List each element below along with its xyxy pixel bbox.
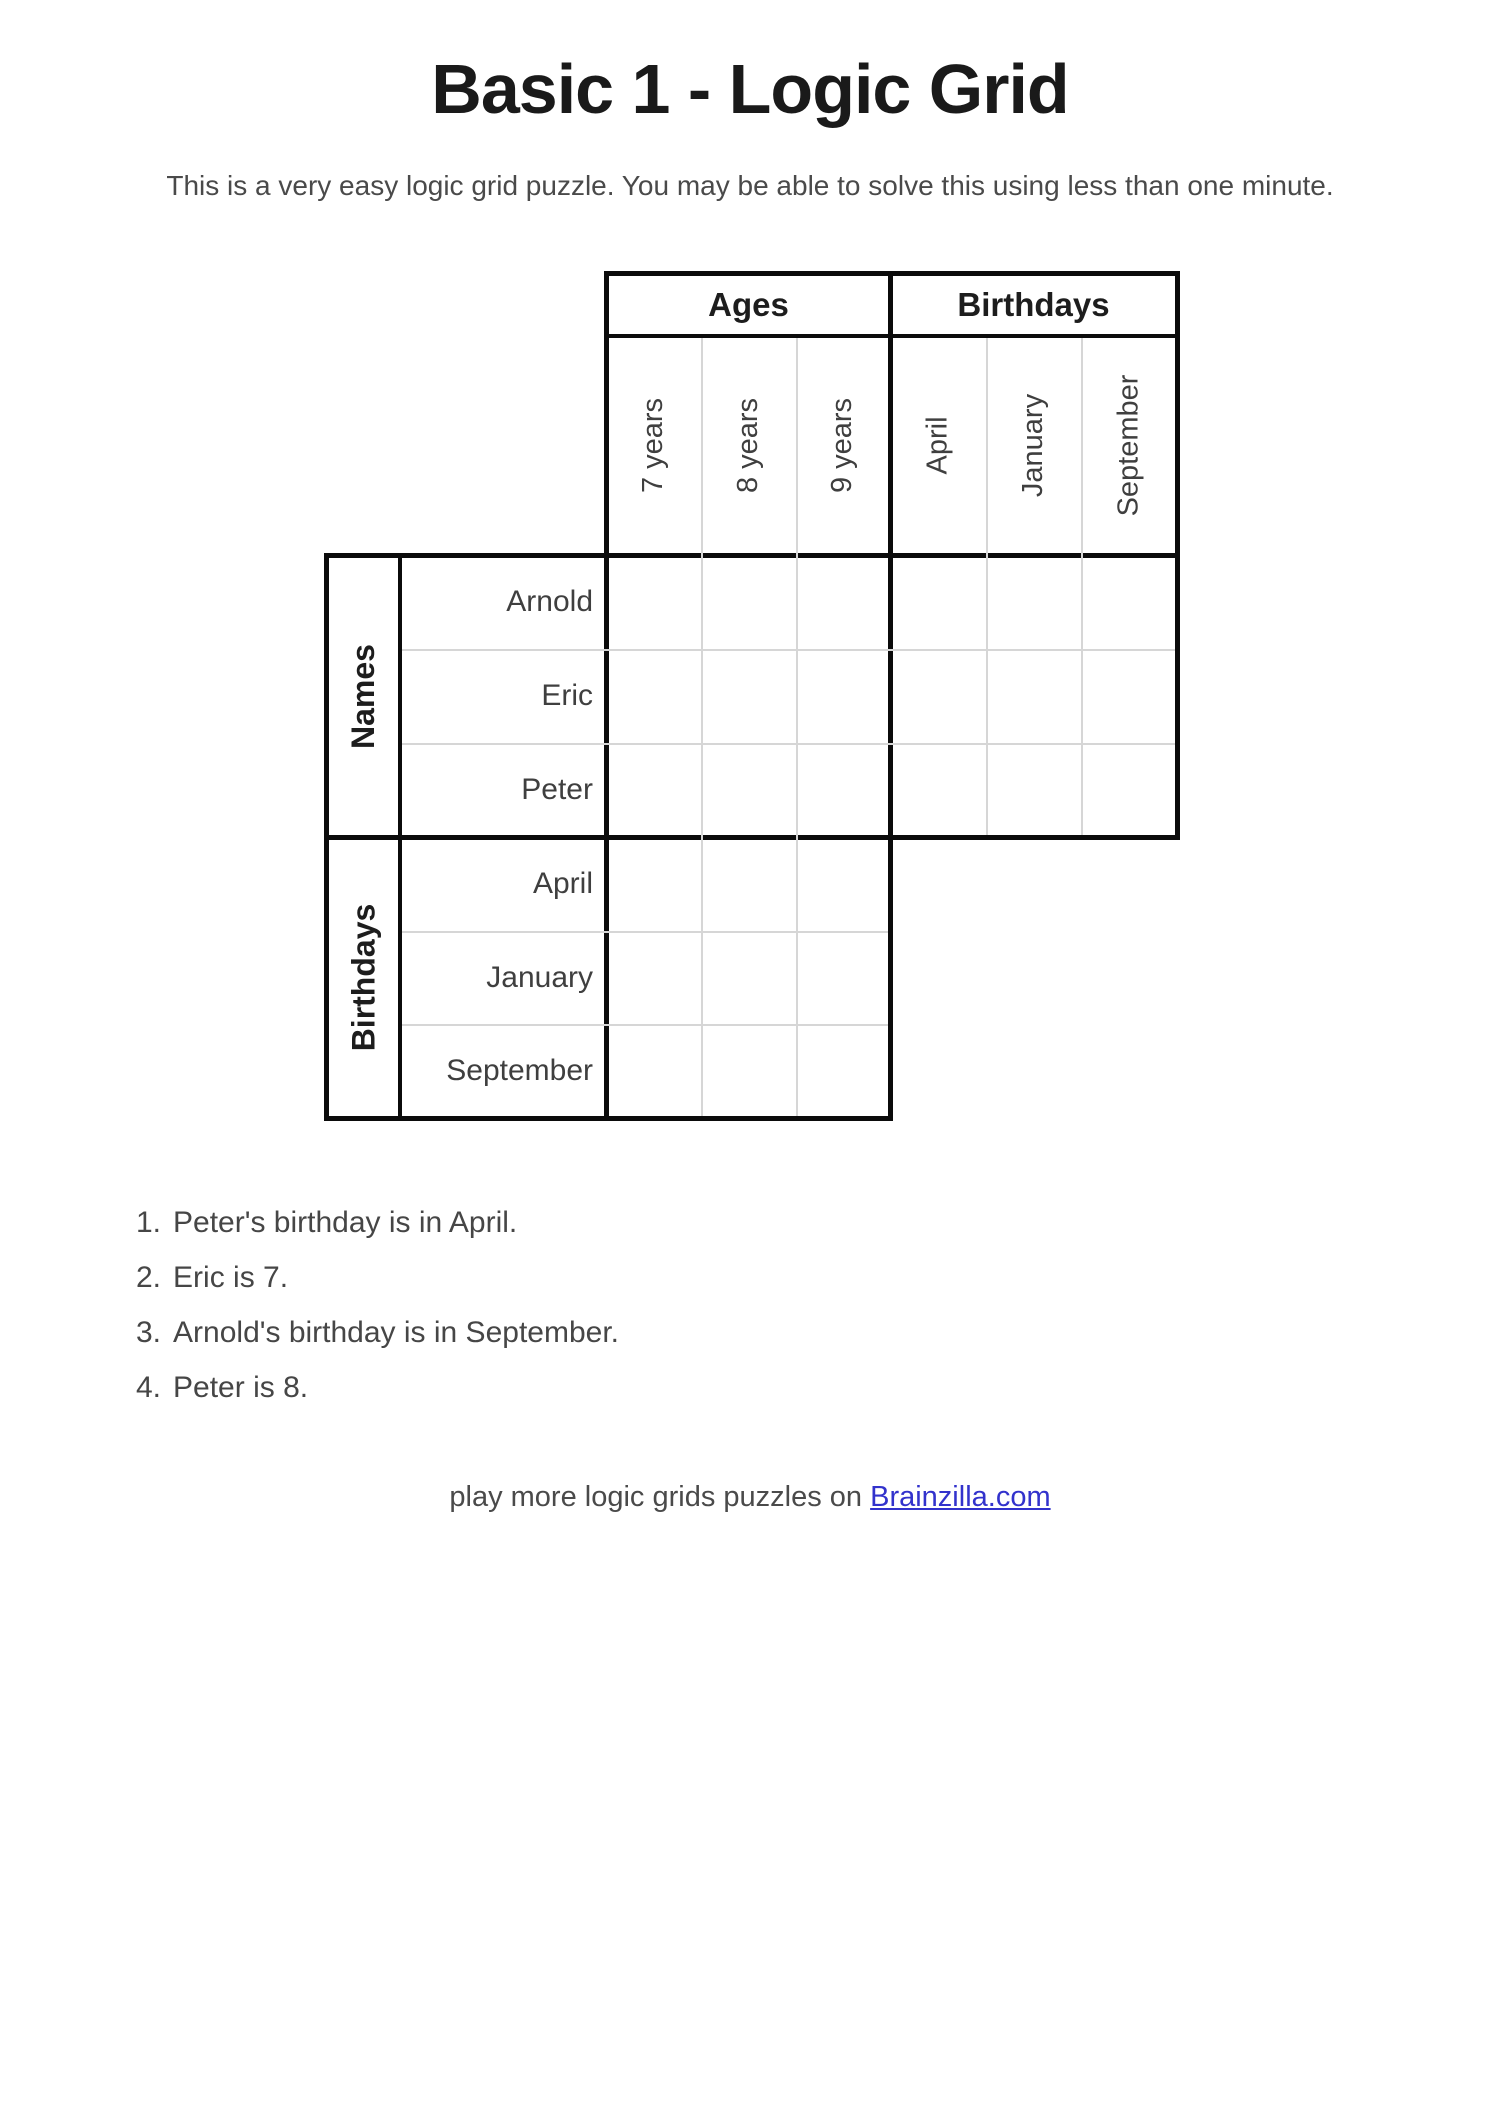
- row-label-april: April: [532, 867, 593, 900]
- footer-text: play more logic grids puzzles on: [449, 1481, 863, 1513]
- clue-2-number: 2.: [136, 1261, 162, 1294]
- clue-4-text: Peter is 8.: [173, 1371, 309, 1404]
- cell-names-birthdays-r1c1[interactable]: [986, 649, 1081, 743]
- cell-names-ages-r0c0[interactable]: [607, 555, 701, 649]
- row-label-september: September: [446, 1054, 593, 1087]
- clue-3-number: 3.: [136, 1316, 162, 1349]
- column-header-september: September: [1112, 374, 1145, 517]
- column-group-ages: Ages: [708, 286, 789, 323]
- cell-birthdays-ages-r1c2[interactable]: [796, 931, 890, 1024]
- row-label-january: January: [486, 960, 593, 994]
- cell-names-birthdays-r0c1[interactable]: [986, 555, 1081, 649]
- cell-names-birthdays-r0c0[interactable]: [890, 555, 986, 649]
- clue-3-text: Arnold's birthday is in September.: [173, 1316, 619, 1349]
- cell-names-birthdays-r2c1[interactable]: [986, 743, 1081, 837]
- cell-names-birthdays-r0c2[interactable]: [1081, 555, 1177, 649]
- cell-names-birthdays-r1c0[interactable]: [890, 649, 986, 743]
- cell-birthdays-ages-r2c0[interactable]: [607, 1024, 701, 1118]
- row-group-birthdays: Birthdays: [345, 903, 381, 1052]
- column-header-january: January: [1017, 393, 1050, 498]
- row-label-eric: Eric: [541, 679, 593, 712]
- row-group-names: Names: [345, 643, 382, 749]
- cell-names-ages-r2c1[interactable]: [701, 743, 796, 837]
- clue-1: [136, 1195, 619, 1250]
- footer: [0, 1481, 1500, 1514]
- cell-names-ages-r1c1[interactable]: [701, 649, 796, 743]
- cell-birthdays-ages-r0c2[interactable]: [796, 837, 890, 931]
- row-label-peter: Peter: [521, 773, 593, 806]
- column-header-9-years: 9 years: [826, 397, 859, 494]
- column-header-7-years: 7 years: [637, 397, 670, 494]
- row-label-arnold: Arnold: [506, 585, 593, 618]
- clue-1-number: 1.: [136, 1206, 162, 1239]
- cell-names-birthdays-r1c2[interactable]: [1081, 649, 1177, 743]
- cell-birthdays-ages-r0c1[interactable]: [701, 837, 796, 931]
- cell-birthdays-ages-r1c1[interactable]: [701, 931, 796, 1024]
- page-subtitle: This is a very easy logic grid puzzle. You may be able to solve this using less than one minute.: [166, 170, 1334, 201]
- cell-names-birthdays-r2c2[interactable]: [1081, 743, 1177, 837]
- cell-names-ages-r0c1[interactable]: [701, 555, 796, 649]
- cell-birthdays-ages-r2c1[interactable]: [701, 1024, 796, 1118]
- cell-names-ages-r1c0[interactable]: [607, 649, 701, 743]
- clue-4-number: 4.: [136, 1371, 162, 1404]
- cell-names-ages-r2c2[interactable]: [796, 743, 890, 837]
- clue-1-text: Peter's birthday is in April.: [173, 1206, 518, 1239]
- clue-3: [136, 1305, 619, 1360]
- clue-list: [136, 1195, 619, 1415]
- cell-names-ages-r2c0[interactable]: [607, 743, 701, 837]
- column-header-8-years: 8 years: [732, 397, 765, 494]
- brainzilla-link[interactable]: Brainzilla.com: [870, 1481, 1051, 1513]
- cell-birthdays-ages-r1c0[interactable]: [607, 931, 701, 1024]
- cell-names-ages-r1c2[interactable]: [796, 649, 890, 743]
- cell-names-ages-r0c2[interactable]: [796, 555, 890, 649]
- clue-4: [136, 1360, 619, 1415]
- column-header-april: April: [921, 416, 954, 475]
- clue-2-text: Eric is 7.: [173, 1261, 289, 1294]
- clue-2: [136, 1250, 619, 1305]
- cell-birthdays-ages-r0c0[interactable]: [607, 837, 701, 931]
- page-title: Basic 1 - Logic Grid: [431, 50, 1069, 128]
- cell-birthdays-ages-r2c2[interactable]: [796, 1024, 890, 1118]
- cell-names-birthdays-r2c0[interactable]: [890, 743, 986, 837]
- column-group-birthdays: Birthdays: [957, 286, 1110, 323]
